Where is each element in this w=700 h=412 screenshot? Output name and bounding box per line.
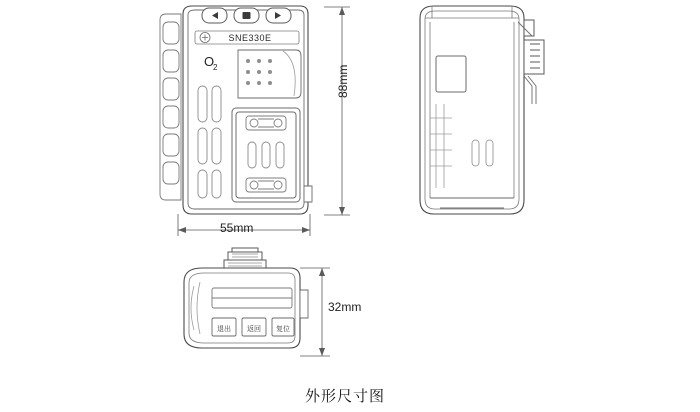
- svg-text:返回: 返回: [247, 326, 261, 333]
- side-view: [400, 0, 560, 240]
- svg-text:2: 2: [213, 63, 218, 72]
- dimension-height-label: 88mm: [336, 64, 350, 98]
- svg-text:复位: 复位: [276, 326, 290, 333]
- figure-caption: 外形尺寸图: [305, 388, 386, 405]
- dimension-width-label: 55mm: [220, 221, 254, 235]
- dimension-height: [324, 0, 364, 225]
- svg-text:退出: 退出: [217, 326, 231, 333]
- svg-text:SNE330E: SNE330E: [228, 33, 272, 43]
- svg-text:O: O: [204, 54, 215, 69]
- dimension-depth-label: 32mm: [328, 300, 362, 314]
